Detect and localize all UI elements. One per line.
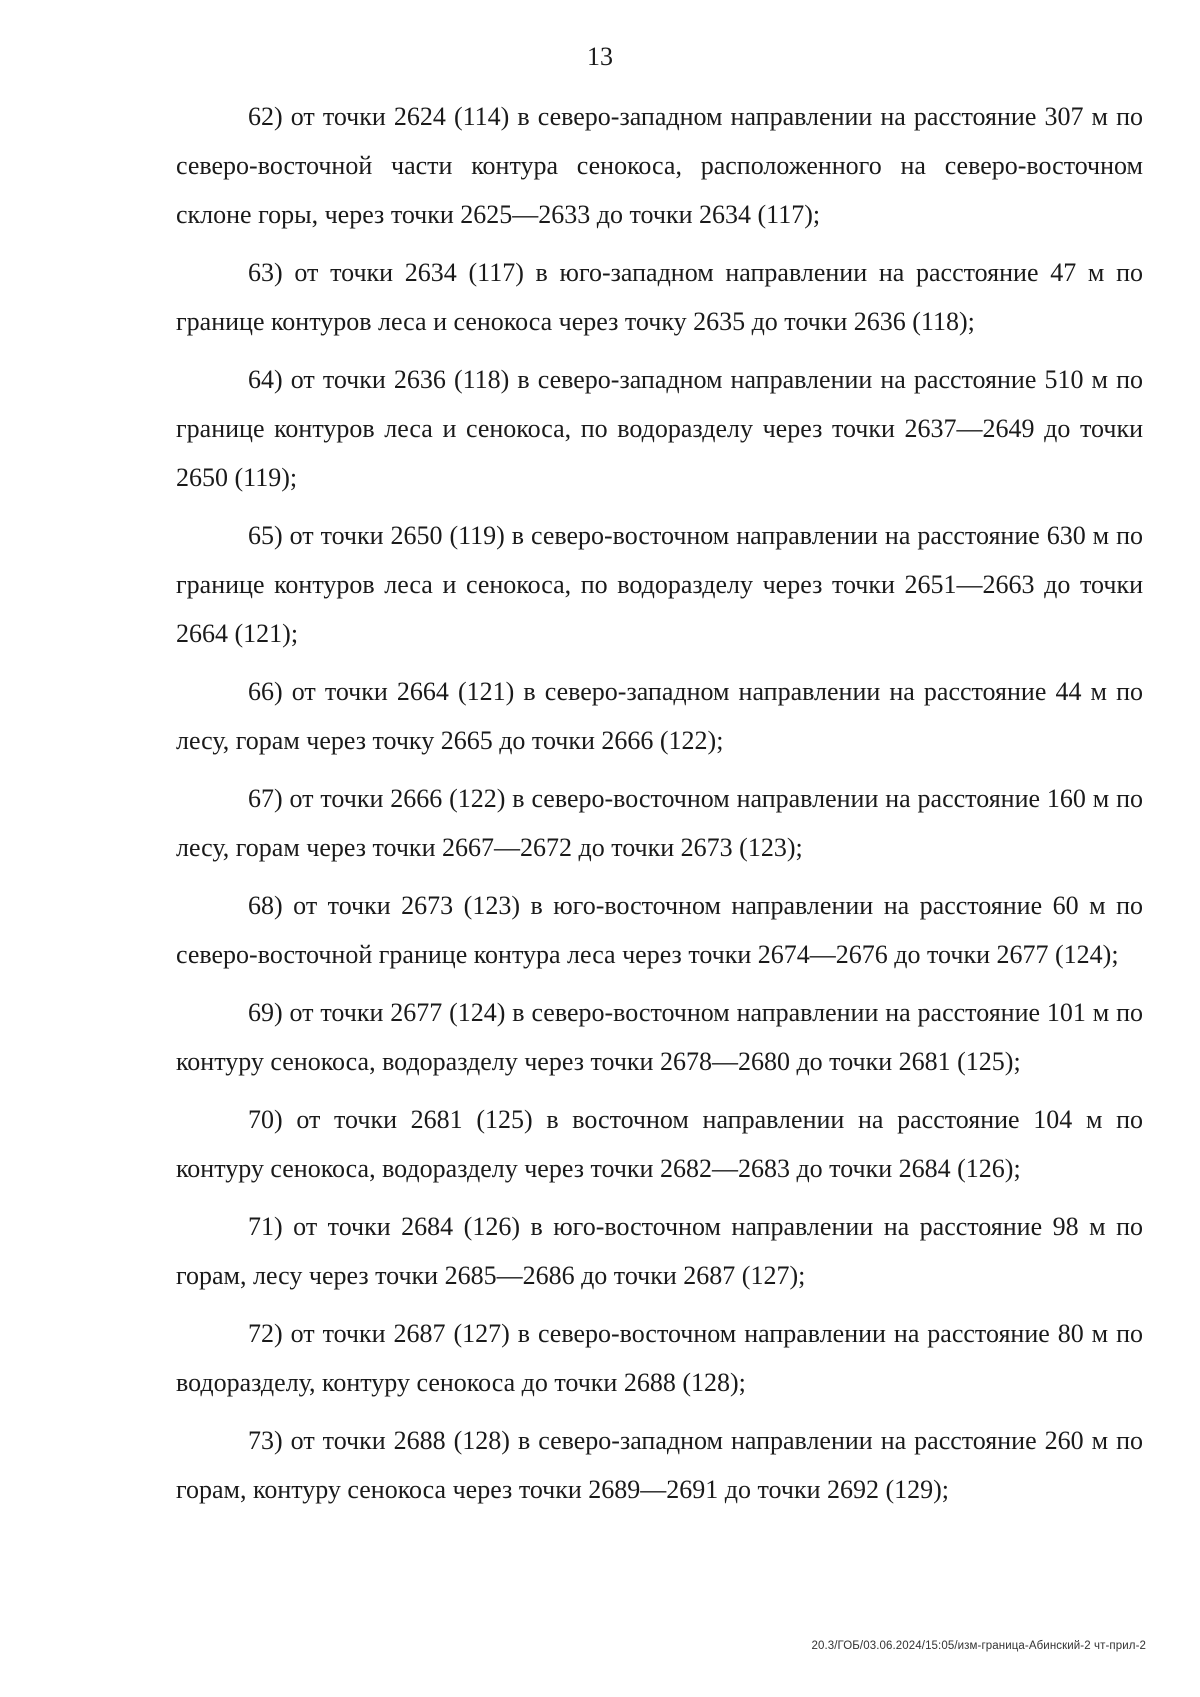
page-number: 13 xyxy=(587,42,613,71)
document-body xyxy=(176,92,1143,1523)
paragraph-70: 70) от точки 2681 (125) в восточном направлении на расстояние 104 м по контуру сенокоса, водоразделу через точки 2682—2683 до точки 2684 (126); xyxy=(176,1105,1143,1183)
paragraph-66: 66) от точки 2664 (121) в северо-западном направлении на расстояние 44 м по лесу, горам через точку 2665 до точки 2666 (122); xyxy=(176,677,1143,755)
paragraph-73: 73) от точки 2688 (128) в северо-западном направлении на расстояние 260 м по горам, контуру сенокоса через точки 2689—2691 до точки 2692 (129); xyxy=(176,1426,1143,1504)
paragraph-65: 65) от точки 2650 (119) в северо-восточном направлении на расстояние 630 м по границе контуров леса и сенокоса, по водоразделу через точки 2651—2663 до точки 2664 (121); xyxy=(176,521,1143,648)
paragraph-62: 62) от точки 2624 (114) в северо-западном направлении на расстояние 307 м по северо-восточной части контура сенокоса, расположенного на северо-восточном склоне горы, через точки 2625—2633 до точки 2634 (117); xyxy=(176,102,1143,229)
paragraph-72: 72) от точки 2687 (127) в северо-восточном направлении на расстояние 80 м по водоразделу, контуру сенокоса до точки 2688 (128); xyxy=(176,1319,1143,1397)
paragraph-64: 64) от точки 2636 (118) в северо-западном направлении на расстояние 510 м по границе контуров леса и сенокоса, по водоразделу через точки 2637—2649 до точки 2650 (119); xyxy=(176,365,1143,492)
paragraph-63: 63) от точки 2634 (117) в юго-западном направлении на расстояние 47 м по границе контуров леса и сенокоса через точку 2635 до точки 2636 (118); xyxy=(176,258,1143,336)
paragraph-71: 71) от точки 2684 (126) в юго-восточном направлении на расстояние 98 м по горам, лесу через точки 2685—2686 до точки 2687 (127); xyxy=(176,1212,1143,1290)
document-footer-reference: 20.3/ГОБ/03.06.2024/15:05/изм-граница-Абинский-2 чт-прил-2 xyxy=(811,1640,1146,1652)
paragraph-69: 69) от точки 2677 (124) в северо-восточном направлении на расстояние 101 м по контуру сенокоса, водоразделу через точки 2678—2680 до точки 2681 (125); xyxy=(176,998,1143,1076)
paragraph-67: 67) от точки 2666 (122) в северо-восточном направлении на расстояние 160 м по лесу, горам через точки 2667—2672 до точки 2673 (123); xyxy=(176,784,1143,862)
paragraph-68: 68) от точки 2673 (123) в юго-восточном направлении на расстояние 60 м по северо-восточной границе контура леса через точки 2674—2676 до точки 2677 (124); xyxy=(176,891,1143,969)
